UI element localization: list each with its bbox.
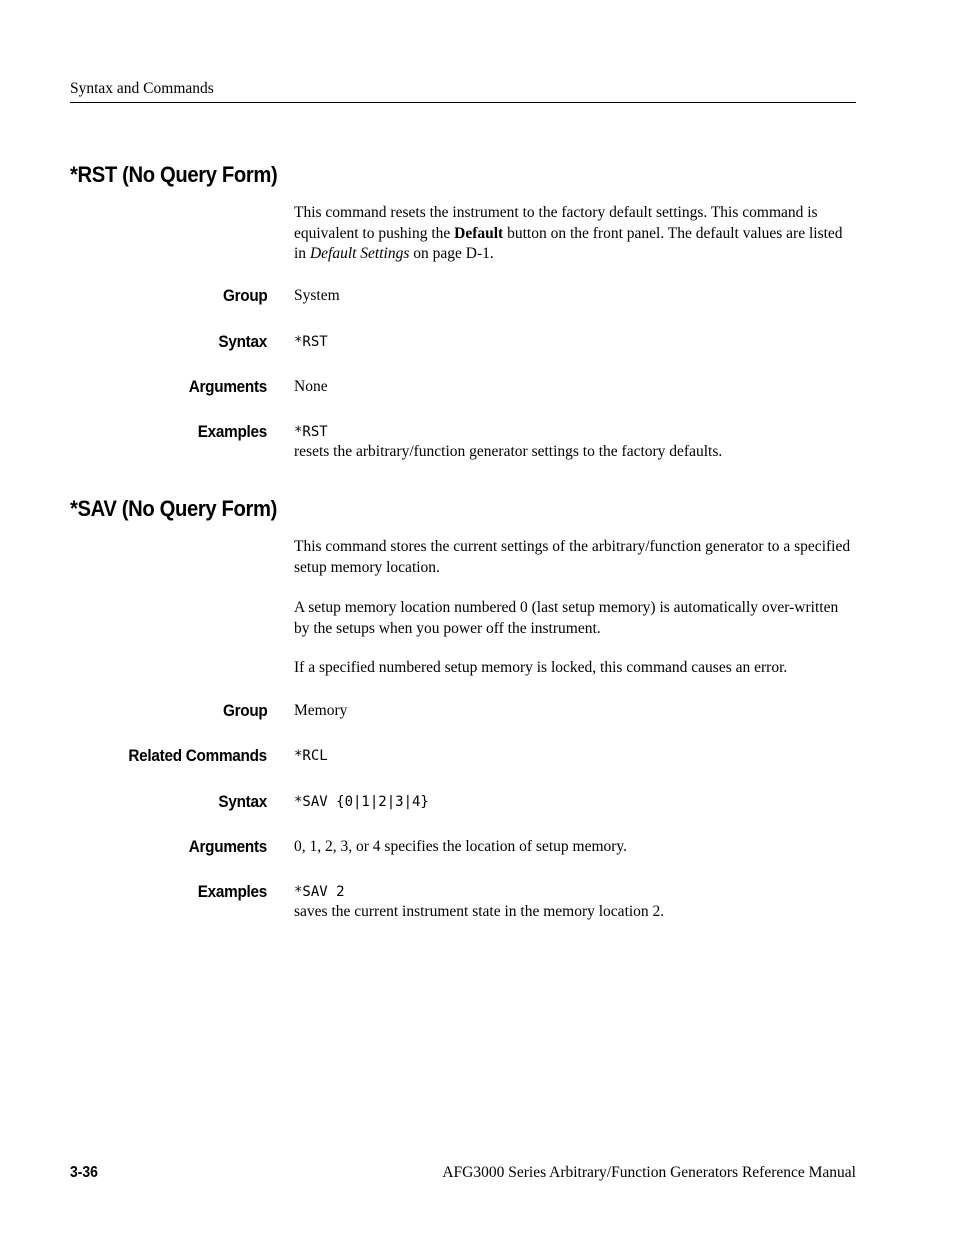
rst-description-part3: on page D-1. [409,245,494,262]
sav-syntax-value: *SAV {0|1|2|3|4} [294,794,429,810]
rst-description [294,203,856,265]
running-header: Syntax and Commands [70,80,214,97]
sav-example-text: saves the current instrument state in the memory location 2. [294,903,665,920]
rst-examples-label: Examples [197,422,267,441]
sav-paragraph-3: If a specified numbered setup memory is locked, this command causes an error. [294,659,788,676]
manual-title: AFG3000 Series Arbitrary/Function Generators Reference Manual [442,1164,856,1181]
rst-arguments-value: None [294,378,328,395]
header-rule [70,102,856,103]
rst-syntax-label: Syntax [218,332,267,351]
rst-arguments-label: Arguments [188,377,267,396]
sav-related-commands-value: *RCL [294,748,328,764]
rst-description-part2: button on the front panel. The default values are listed in [294,224,843,262]
rst-group-label: Group [222,286,267,305]
sav-section-title: *SAV (No Query Form) [70,496,278,521]
sav-examples-label: Examples [197,882,267,901]
sav-syntax-label: Syntax [218,792,267,811]
rst-section-title: *RST (No Query Form) [70,162,278,187]
sav-related-commands-label: Related Commands [128,746,267,765]
sav-paragraph-1: This command stores the current settings of the arbitrary/function generator to a specified setup memory location. [294,538,851,576]
rst-description-bold: Default [454,224,504,242]
sav-group-label: Group [222,701,267,720]
sav-paragraph-2: A setup memory location numbered 0 (last setup memory) is automatically over-written by the setups when you power off the instrument. [294,599,839,637]
page-number: 3-36 [70,1164,98,1181]
sav-example-code: *SAV 2 [294,884,345,900]
rst-group-value: System [294,287,340,304]
sav-arguments-label: Arguments [188,837,267,856]
rst-example-text: resets the arbitrary/function generator settings to the factory defaults. [294,443,723,460]
rst-example-code: *RST [294,424,328,440]
rst-description-part1: This command resets the instrument to the factory default settings. This command is equivalent to pushing the [294,204,818,242]
rst-syntax-value: *RST [294,334,328,350]
sav-arguments-value: 0, 1, 2, 3, or 4 specifies the location of setup memory. [294,838,628,855]
rst-description-italic: Default Settings [309,245,410,262]
sav-group-value: Memory [294,702,348,719]
